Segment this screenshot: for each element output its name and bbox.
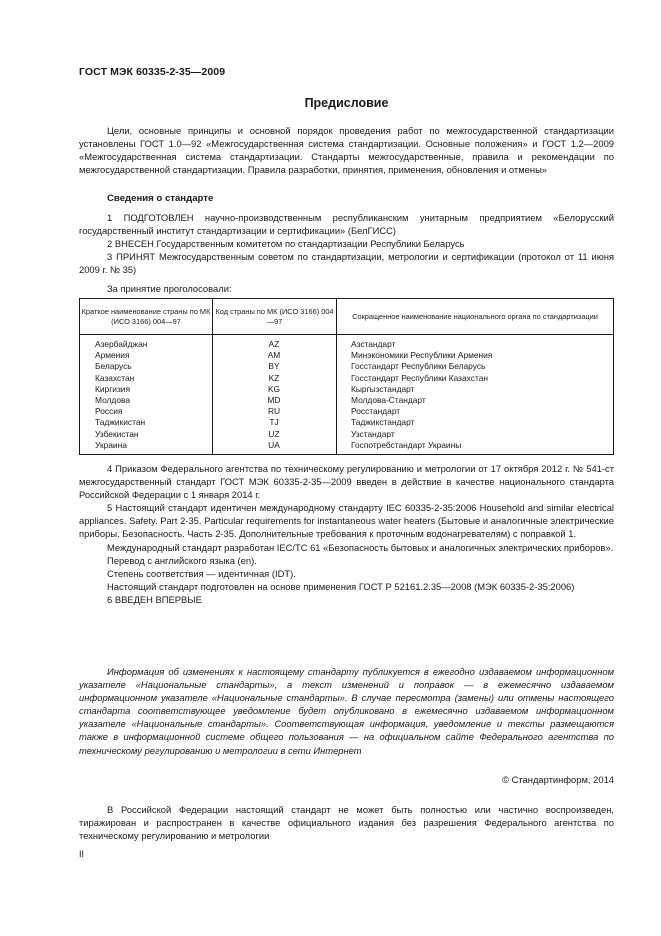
notice-section: [79, 665, 614, 757]
body-cell: Госстандарт Республики Беларусь: [351, 361, 486, 372]
body-cell: Кыргызстандарт: [351, 383, 415, 394]
conformity-paragraph: Степень соответствия — идентичная (IDT).: [107, 567, 296, 579]
notice-paragraph: Информация об изменениях к настоящему стандарту публикуется в ежегодно издаваемом информационном указателе «Национальные стандарты», а текст изменений и поправок — в ежемесячно издаваемом информационном указателе «Национальные стандарты». В случае пересмотра (замены) или отмены настоящего стандарта соответствующее уведомление будет опубликовано в ежемесячно издаваемом информационном указателе «Национальные стандарты». Соответствующая информация, уведомление и тексты размещаются также в информационной системе общего пользования — на официальном сайте Федерального агентства по техническому регулированию и метрологии в сети Интернет: [79, 666, 614, 756]
basis-paragraph: Настоящий стандарт подготовлен на основе применения ГОСТ Р 52161.2.35—2008 (МЭК 60335-2-35:2006): [107, 580, 575, 592]
table-row: [80, 417, 613, 428]
country-cell: Азербайджан: [95, 339, 148, 349]
body-cell: Госстандарт Республики Казахстан: [351, 372, 488, 383]
country-cell: Украина: [95, 439, 127, 450]
table-row: [80, 395, 613, 406]
code-cell: AM: [267, 350, 281, 361]
body-cell: Минэкономики Республики Армения: [351, 350, 493, 361]
country-cell: Узбекистан: [95, 428, 139, 439]
code-cell: UA: [268, 439, 280, 450]
table-row: [80, 429, 613, 440]
page-number: II: [79, 849, 85, 859]
info-item-2: 2 ВНЕСЕН Государственным комитетом по стандартизации Республики Беларусь: [107, 238, 465, 250]
table-header-body: Сокращенное наименование национального органа по стандартизации: [336, 299, 613, 335]
table-header-code: Код страны по МК (ИСО 3166) 004—97: [212, 299, 336, 335]
footer-section: [79, 803, 614, 842]
code-cell: BY: [268, 361, 280, 372]
country-cell: Армения: [95, 350, 130, 361]
code-cell: RU: [267, 406, 281, 417]
code-cell: KG: [267, 383, 281, 394]
copyright: © Стандартинформ, 2014: [502, 774, 614, 785]
table-body: [80, 339, 613, 451]
country-cell: Молдова: [95, 394, 130, 405]
table-row: [80, 339, 613, 350]
table-row: [80, 373, 613, 384]
info-item-1: 1 ПОДГОТОВЛЕН научно-производственным республиканским унитарным предприятием «Белорусский государственный институт стандартизации и сертификации» (БелГИСС): [79, 212, 614, 237]
tc-paragraph: Международный стандарт разработан IEC/TC 61 «Безопасность бытовых и аналогичных электрических приборов».: [107, 541, 614, 553]
body-cell: Росстандарт: [351, 406, 401, 417]
table-row: [80, 440, 613, 451]
translation-paragraph: Перевод с английского языка (en).: [107, 554, 257, 566]
country-cell: Россия: [95, 406, 123, 417]
code-cell: UZ: [268, 428, 280, 439]
body-cell: Госпотребстандарт Украины: [351, 439, 462, 450]
country-cell: Киргизия: [95, 383, 131, 394]
table-row: [80, 406, 613, 417]
code-cell: MD: [267, 394, 281, 405]
page-title: Предисловие: [304, 96, 389, 110]
info-item-6: 6 ВВЕДЕН ВПЕРВЫЕ: [107, 593, 202, 605]
intro-section: [79, 124, 614, 176]
table-row: [80, 350, 613, 361]
body-cell: Узстандарт: [351, 428, 395, 439]
adoption-section: [79, 462, 614, 606]
info-item-3: 3 ПРИНЯТ Межгосударственным советом по стандартизации, метрологии и сертификации (протокол от 11 июня 2009 г. № 35): [79, 251, 614, 276]
body-cell: Азстандарт: [351, 339, 396, 349]
country-cell: Казахстан: [95, 372, 135, 383]
code-cell: AZ: [268, 339, 280, 349]
voting-table: [79, 298, 614, 455]
table-header-country: Краткое наименование страны по МК (ИСО 3166) 004—97: [80, 299, 212, 335]
info-item-4: 4 Приказом Федерального агентства по техническому регулированию и метрологии от 17 октября 2012 г. № 541-ст межгосударственный стандарт ГОСТ МЭК 60335-2-35—2009 введен в действие в качестве национального стандарта Российской Федерации с 1 января 2014 г.: [79, 463, 614, 501]
document-header: ГОСТ МЭК 60335-2-35—2009: [79, 66, 226, 78]
section-subtitle: Сведения о стандарте: [107, 193, 214, 204]
body-cell: Молдова-Стандарт: [351, 394, 426, 405]
code-cell: KZ: [268, 372, 280, 383]
table-row: [80, 384, 613, 395]
footer-paragraph: В Российской Федерации настоящий стандарт не может быть полностью или частично воспроизведен, тиражирован и распространен в качестве официального издания без разрешения Федерального агентства по техническому регулированию и метрологии: [79, 804, 614, 842]
info-item-5: 5 Настоящий стандарт идентичен международному стандарту IEC 60335-2-35:2006 Household and similar electrical appliances. Safety. Part 2-35. Particular requirements for instantaneous water heaters (Бытовые и аналогичные электрические приборы. Безопасность. Часть 2-35. Дополнительные требования к проточным водонагревателям) с поправкой 1.: [79, 502, 614, 540]
body-cell: Таджикстандарт: [351, 417, 415, 428]
voting-label: За принятие проголосовали:: [107, 283, 232, 295]
table-row: [80, 361, 613, 372]
code-cell: TJ: [269, 417, 279, 428]
country-cell: Беларусь: [95, 361, 132, 372]
country-cell: Таджикистан: [95, 417, 146, 428]
standard-info-section: [79, 211, 614, 296]
intro-paragraph: Цели, основные принципы и основной порядок проведения работ по межгосударственной стандартизации установлены ГОСТ 1.0—92 «Межгосударственная система стандартизации. Основные положения» и ГОСТ 1.2—2009 «Межгосударственная система стандартизации. Стандарты межгосударственные, правила и рекомендации по межгосударственной стандартизации. Правила разработки, принятия, применения, обновления и отмены»: [79, 125, 614, 176]
